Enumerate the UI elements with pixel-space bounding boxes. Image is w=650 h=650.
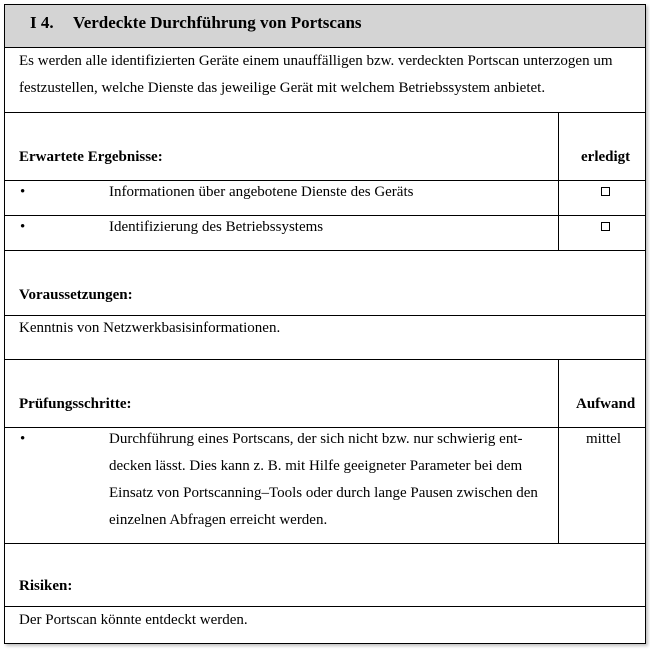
effort-heading: Aufwand [576,396,636,412]
test-steps-heading: Prüfungsschritte: [19,396,132,412]
column-divider [558,112,559,250]
expected-results-heading: Erwartete Ergebnisse: [19,149,163,165]
rule [4,543,646,544]
rule [4,215,646,216]
result-item: Identifizierung des Betriebssystems [109,219,324,235]
rule [4,427,646,428]
step-line-4: einzelnen Abfragen erreicht werden. [109,512,328,528]
section-title: Verdeckte Durchführung von Portscans [73,13,362,32]
risks-text: Der Portscan könnte entdeckt werden. [19,612,248,628]
bullet: • [20,431,26,447]
rule [4,112,646,113]
prerequisites-heading: Voraussetzungen: [19,287,133,303]
result-item: Informationen über angebotene Dienste des Geräts [109,184,414,200]
step-line-2: decken lässt. Dies kann z. B. mit Hilfe geeigneter Parameter bei dem [109,458,523,474]
section-number: I 4. [30,13,54,32]
rule [4,315,646,316]
bullet: • [20,184,26,200]
rule [4,250,646,251]
checkbox-icon[interactable] [601,187,610,196]
column-divider [558,359,559,543]
checkbox-icon[interactable] [601,222,610,231]
status-heading: erledigt [581,149,631,165]
rule [4,606,646,607]
bullet: • [20,219,26,235]
step-line-3: Einsatz von Portscanning–Tools oder durch lange Pausen zwischen den [109,485,538,501]
step-line-1: Durchführung eines Portscans, der sich nicht bzw. nur schwierig ent- [109,431,523,447]
prerequisites-text: Kenntnis von Netzwerkbasisinformationen. [19,320,281,336]
rule [4,359,646,360]
intro-line-1: Es werden alle identifizierten Geräte einem unauffälligen bzw. verdeckten Portscan unterzogen um [19,53,613,69]
rule [4,180,646,181]
risks-heading: Risiken: [19,578,73,594]
intro-line-2: festzustellen, welche Dienste das jeweilige Gerät mit welchem Betriebssystem anbietet. [19,80,546,96]
effort-value: mittel [586,431,621,447]
rule [4,47,646,48]
